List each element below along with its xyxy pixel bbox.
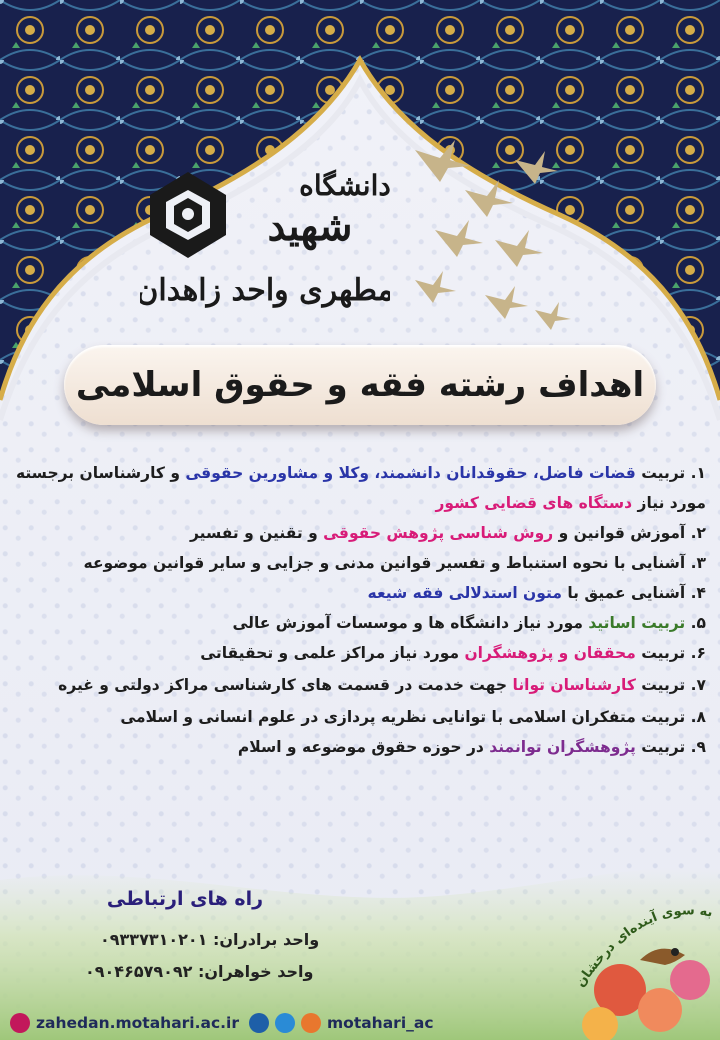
goal-number: ۹.: [690, 738, 706, 756]
goal-text: آشنایی عمیق با: [561, 584, 691, 602]
goal-text: در حوزه حقوق موضوعه و اسلام: [237, 738, 490, 756]
goal-item: [14, 458, 706, 518]
goal-number: ۶.: [690, 644, 706, 662]
goal-item: [14, 668, 706, 702]
goal-number: ۵.: [690, 614, 706, 632]
sisters-contact: [85, 962, 313, 981]
goal-highlight: قضات فاضل، حقوقدانان دانشمند، وکلا و مشاورین حقوقی: [185, 464, 636, 482]
soroush-icon[interactable]: [275, 1013, 295, 1033]
university-name-line3: مطهری واحد زاهدان: [140, 273, 390, 308]
goal-number: ۷.: [690, 676, 706, 694]
goal-text: جهت خدمت در قسمت های کارشناسی مراکز دولتی و غیره: [58, 676, 513, 694]
brothers-phone[interactable]: ۰۹۳۳۷۳۱۰۲۰۱: [100, 930, 208, 949]
goal-text: تربیت: [635, 738, 691, 756]
goal-number: ۲.: [690, 524, 706, 542]
goal-text: تربیت: [635, 644, 691, 662]
globe-icon: [10, 1013, 30, 1033]
svg-text:پیش به سوی آینده‌ای درخشان: [572, 888, 719, 990]
slogan-text: به سوی آینده‌ای درخشان: [573, 903, 714, 991]
page-title: اهداف رشته فقه و حقوق اسلامی: [75, 365, 645, 405]
slogan: [572, 888, 720, 1008]
goal-text: تربیت: [635, 464, 691, 482]
goal-item: [14, 638, 706, 668]
eitaa-icon[interactable]: [301, 1013, 321, 1033]
brothers-contact: [100, 930, 319, 949]
university-logo: [140, 150, 390, 330]
website-link[interactable]: zahedan.motahari.ac.ir: [36, 1013, 240, 1032]
goal-highlight: روش شناسی پژوهش حقوقی: [323, 524, 554, 542]
social-handle[interactable]: motahari_ac: [327, 1013, 434, 1032]
goal-item: [14, 578, 706, 608]
goal-text: و کارشناسان برجسته مورد نیاز: [15, 464, 706, 512]
goal-number: ۳.: [690, 554, 706, 572]
goal-item: [14, 608, 706, 638]
university-name-line2: شهید: [267, 203, 353, 250]
goal-item: [14, 548, 706, 578]
university-name-line1: دانشگاه: [299, 169, 390, 202]
goal-text: تربیت متفکران اسلامی با توانایی نظریه پردازی در علوم انسانی و اسلامی: [120, 708, 691, 726]
goal-text: آموزش قوانین و: [553, 524, 691, 542]
goal-item: [14, 732, 706, 762]
sisters-label: واحد خواهران:: [198, 962, 314, 981]
goal-text: مورد نیاز مراکز علمی و تحقیقاتی: [200, 644, 465, 662]
goals-list: [14, 458, 706, 762]
title-banner: [64, 345, 656, 425]
goal-text: آشنایی با نحوه استنباط و تفسیر قوانین مدنی و جزایی و سایر قوانین موضوعه: [83, 554, 691, 572]
footer: [0, 1005, 720, 1040]
logo-mark-icon: [140, 150, 390, 330]
sisters-phone[interactable]: ۰۹۰۴۶۵۷۹۰۹۲: [85, 962, 193, 981]
goal-number: ۱.: [690, 464, 706, 482]
goal-highlight: محققان و پژوهشگران: [464, 644, 636, 662]
contact-title: راه های ارتباطی: [106, 888, 264, 910]
goal-number: ۴.: [690, 584, 706, 602]
goal-text: مورد نیاز دانشگاه ها و موسسات آموزش عالی: [232, 614, 589, 632]
goal-highlight: کارشناسان توانا: [512, 676, 636, 694]
goal-text: و تقنین و تفسیر: [189, 524, 324, 542]
goal-highlight: پژوهشگران توانمند: [489, 738, 636, 756]
brothers-label: واحد برادران:: [213, 930, 320, 949]
flying-birds-icon: [395, 120, 575, 350]
goal-text: تربیت: [635, 676, 691, 694]
telegram-icon[interactable]: [249, 1013, 269, 1033]
goal-item: [14, 518, 706, 548]
goal-highlight: متون استدلالی فقه شیعه: [367, 584, 562, 602]
goal-item: [14, 702, 706, 732]
goal-highlight: تربیت اساتید: [588, 614, 686, 632]
goal-highlight: دستگاه های قضایی کشور: [435, 494, 633, 512]
goal-number: ۸.: [690, 708, 706, 726]
